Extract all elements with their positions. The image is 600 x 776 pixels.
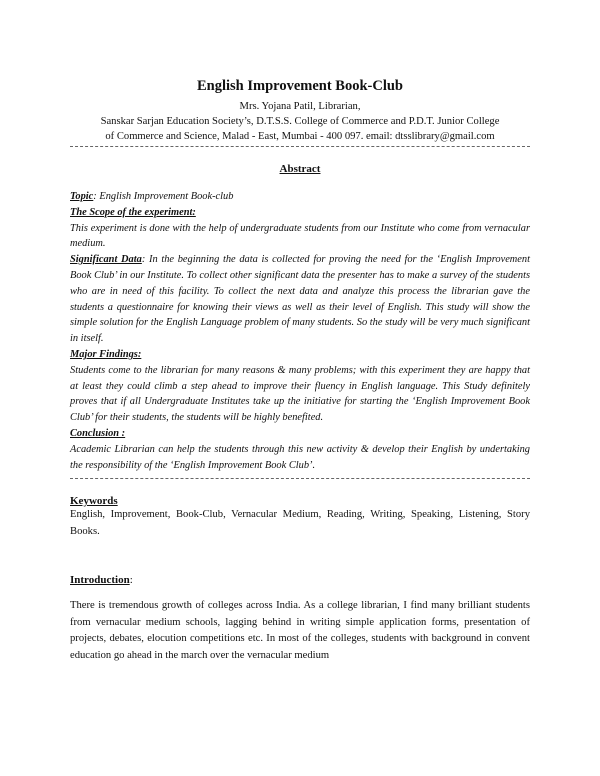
keywords-heading: Keywords bbox=[70, 495, 118, 508]
affiliation-line-2: of Commerce and Science, Malad - East, Mumbai - 400 097. email: dtsslibrary@gmail.com bbox=[105, 131, 495, 142]
conclusion-label: Conclusion : bbox=[70, 427, 126, 439]
introduction-colon: : bbox=[129, 574, 133, 587]
findings-label: Major Findings: bbox=[70, 348, 142, 360]
introduction-section bbox=[70, 574, 530, 664]
separator-top bbox=[70, 146, 530, 147]
introduction-heading: Introduction bbox=[70, 574, 130, 587]
topic-label: Topic bbox=[70, 191, 94, 202]
author-line: Mrs. Yojana Patil, Librarian, bbox=[239, 101, 361, 112]
significant-text: : In the beginning the data is collected for proving the need for the ‘English Improvement Book Club’ in our Institute. To collect other significant data the presenter has to make a survey of the students who are in need of this facility. To collect the next data and analyze this process the librarian gave the students a questionnaire for knowing their views as well as their level of English. This study will show the simple solution for the English Language problem of many students. So the study will be very much significant in itself. bbox=[70, 254, 530, 345]
introduction-text: There is tremendous growth of colleges across India. As a college librarian, I find many brilliant students from vernacular medium schools, lagging behind in writing simple application forms, presentation of projects, debates, elocution competitions etc. In most of the colleges, students with background in convent education go ahead in the march over the vernacular medium bbox=[70, 600, 530, 661]
separator-bottom bbox=[70, 478, 530, 479]
findings-text: Students come to the librarian for many reasons & many problems; with this experiment they are happy that at least they could climb a step ahead to improve their fluency in English language. This Study definitely proves that if all Undergraduate Institutes take up the initiative for starting the ‘English Improvement Book Club’ for their students, the students will be highly benefited. bbox=[70, 364, 530, 424]
keywords-section bbox=[70, 495, 530, 540]
conclusion-text: Academic Librarian can help the students through this new activity & develop their English by undertaking the responsibility of the ‘English Improvement Book Club’. bbox=[70, 443, 530, 471]
significant-label: Significant Data bbox=[70, 254, 142, 266]
keywords-text: English, Improvement, Book-Club, Vernacular Medium, Reading, Writing, Speaking, Listening, Story Books. bbox=[70, 509, 530, 537]
scope-label: The Scope of the experiment: bbox=[70, 206, 196, 218]
introduction-heading-line bbox=[70, 574, 530, 586]
significant-paragraph bbox=[70, 252, 530, 347]
topic-paragraph bbox=[70, 189, 530, 205]
document-page bbox=[70, 78, 530, 664]
conclusion-label-line bbox=[70, 426, 530, 442]
topic-text: : English Improvement Book-club bbox=[93, 191, 234, 202]
affiliation-line-1: Sanskar Sarjan Education Society’s, D.T.S.S. College of Commerce and P.D.T. Junior College bbox=[100, 116, 500, 127]
paper-title: English Improvement Book-Club bbox=[197, 78, 403, 94]
scope-label-line bbox=[70, 205, 530, 221]
abstract-heading: Abstract bbox=[279, 163, 321, 175]
scope-text: This experiment is done with the help of undergraduate students from our Institute who come from vernacular medium. bbox=[70, 222, 530, 250]
findings-label-line bbox=[70, 347, 530, 363]
